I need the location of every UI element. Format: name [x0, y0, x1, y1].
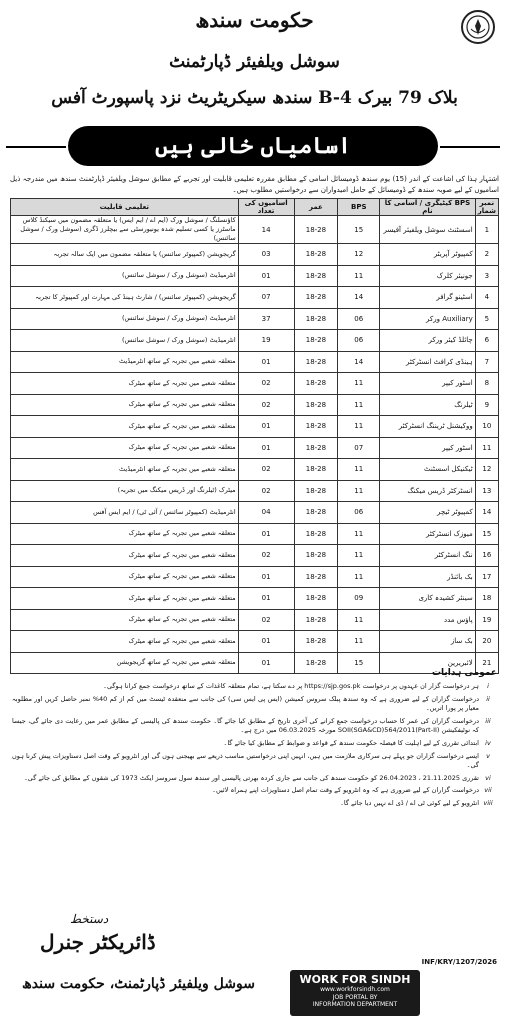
- post-name: کمپیوٹر ٹیچر: [380, 502, 476, 524]
- qualification: میٹرک (ٹیلرنگ اور ڈریس میکنگ میں تجربہ): [11, 480, 239, 502]
- row-number: 6: [475, 330, 498, 352]
- bps-value: 14: [338, 287, 380, 309]
- instruction-number: iii: [485, 716, 491, 725]
- bps-value: 11: [338, 545, 380, 567]
- instruction-text: ابتدائی تقرری کے لیے اہلیت کا فیصلہ حکومت سندھ کے قواعد و ضوابط کے مطابق کیا جائے گا۔: [223, 738, 479, 747]
- row-number: 12: [475, 459, 498, 481]
- age-range: 18-28: [294, 609, 338, 631]
- table-row: [11, 652, 499, 674]
- table-body: [11, 216, 499, 674]
- table-row: [11, 523, 499, 545]
- row-number: 9: [475, 394, 498, 416]
- table-row: [11, 373, 499, 395]
- age-range: 18-28: [294, 287, 338, 309]
- row-number: 4: [475, 287, 498, 309]
- qualification: گریجویشن (کمپیوٹر سائنس) یا متعلقہ مضمون میں ایک سالہ تجربہ: [11, 244, 239, 266]
- col-header-post: BPS کیٹیگری / اسامی کا نام: [380, 199, 476, 216]
- qualification: متعلقہ شعبے میں تجربہ کے ساتھ میٹرک: [11, 394, 239, 416]
- bps-value: 11: [338, 265, 380, 287]
- post-name: اسٹور کیپر: [380, 373, 476, 395]
- age-range: 18-28: [294, 502, 338, 524]
- qualification: متعلقہ شعبے میں تجربہ کے ساتھ میٹرک: [11, 566, 239, 588]
- vacancy-count: 03: [238, 244, 294, 266]
- post-name: ٹیکنیکل اسسٹنٹ: [380, 459, 476, 481]
- office-address: بلاک 79 بیرک B-4 سندھ سیکریٹریٹ نزد پاسپورٹ آفس: [51, 88, 458, 108]
- post-name: اسسٹنٹ سوشل ویلفیئر آفیسر: [380, 216, 476, 244]
- instruction-text: انٹرویو کے لیے کوئی ٹی اے / ڈی اے نہیں دیا جائے گا۔: [340, 798, 479, 807]
- general-instructions-title: عمومی ہدایات: [432, 668, 497, 678]
- table-row: [11, 216, 499, 244]
- vacancy-count: 01: [238, 631, 294, 653]
- row-number: 15: [475, 523, 498, 545]
- instruction-item: [12, 752, 497, 771]
- post-name: Auxiliary ورکر: [380, 308, 476, 330]
- age-range: 18-28: [294, 351, 338, 373]
- vacancy-count: 04: [238, 502, 294, 524]
- age-range: 18-28: [294, 373, 338, 395]
- post-name: بک بائنڈر: [380, 566, 476, 588]
- qualification: متعلقہ شعبے میں تجربہ کے ساتھ انٹرمیڈیٹ: [11, 459, 239, 481]
- col-header-age: عمر: [294, 199, 338, 216]
- table-row: [11, 308, 499, 330]
- row-number: 8: [475, 373, 498, 395]
- table-row: [11, 545, 499, 567]
- vacancy-count: 02: [238, 480, 294, 502]
- qualification: انٹرمیڈیٹ (کمپیوٹر سائنس / آئی ٹی) / ایم ایس آفس: [11, 502, 239, 524]
- qualification: متعلقہ شعبے میں تجربہ کے ساتھ انٹرمیڈیٹ: [11, 351, 239, 373]
- vacancy-count: 14: [238, 216, 294, 244]
- age-range: 18-28: [294, 523, 338, 545]
- table-row: [11, 416, 499, 438]
- row-number: 17: [475, 566, 498, 588]
- table-row: [11, 609, 499, 631]
- qualification: کاؤنسلنگ / سوشل ورک (ایم اے / ایم ایس) یا متعلقہ مضمون میں سیکنڈ کلاس ماسٹرز یا کسی تسلیم شدہ یونیورسٹی سے بیچلرز ڈگری (سوشل ورک / سوشل سائنس): [11, 216, 239, 244]
- vacancy-count: 02: [238, 459, 294, 481]
- bps-value: 06: [338, 502, 380, 524]
- row-number: 7: [475, 351, 498, 373]
- post-name: ٹیلرنگ: [380, 394, 476, 416]
- instruction-item: [12, 682, 497, 692]
- table-row: [11, 459, 499, 481]
- row-number: 16: [475, 545, 498, 567]
- table-row: [11, 244, 499, 266]
- row-number: 18: [475, 588, 498, 610]
- age-range: 18-28: [294, 216, 338, 244]
- qualification: متعلقہ شعبے میں تجربہ کے ساتھ میٹرک: [11, 588, 239, 610]
- age-range: 18-28: [294, 588, 338, 610]
- row-number: 20: [475, 631, 498, 653]
- bps-value: 14: [338, 351, 380, 373]
- bps-value: 11: [338, 416, 380, 438]
- qualification: متعلقہ شعبے میں تجربہ کے ساتھ گریجویشن: [11, 652, 239, 674]
- instruction-item: [12, 774, 497, 784]
- vacancies-banner: اسامیاں خالی ہیں: [68, 126, 438, 166]
- row-number: 13: [475, 480, 498, 502]
- age-range: 18-28: [294, 566, 338, 588]
- vacancy-count: 01: [238, 416, 294, 438]
- instruction-number: iv: [485, 738, 491, 747]
- reference-number: INF/KRY/1207/2026: [421, 958, 497, 966]
- table-row: [11, 330, 499, 352]
- post-name: میوزک انسٹرکٹر: [380, 523, 476, 545]
- bps-value: 15: [338, 216, 380, 244]
- bps-value: 09: [338, 588, 380, 610]
- instruction-text: ایسے درخواست گزاران جو پہلے ہی سرکاری ملازمت میں ہیں، انہیں اپنی درخواستیں مناسب ذریعے سے بھیجنی ہوں گی اور انٹرویو کے وقت اصل دستاویزات پیش کرنا ہوں گی۔: [12, 751, 479, 770]
- row-number: 5: [475, 308, 498, 330]
- qualification: متعلقہ شعبے میں تجربہ کے ساتھ میٹرک: [11, 373, 239, 395]
- row-number: 11: [475, 437, 498, 459]
- post-name: کمپیوٹر آپریٹر: [380, 244, 476, 266]
- bps-value: 11: [338, 373, 380, 395]
- age-range: 18-28: [294, 244, 338, 266]
- post-name: انسٹرکٹر ڈریس میکنگ: [380, 480, 476, 502]
- age-range: 18-28: [294, 330, 338, 352]
- age-range: 18-28: [294, 416, 338, 438]
- table-row: [11, 351, 499, 373]
- bps-value: 11: [338, 566, 380, 588]
- instruction-text: درخواست گزاران کی عمر کا حساب درخواست جمع کرانے کی آخری تاریخ کے مطابق کیا جائے گا۔ حکومت سندھ کی پالیسی کے مطابق عمر میں رعایت دی جائے گی، جیسا کہ نوٹیفکیشن SOII(SGA&CD)564/2011(Part-II) مورخہ 06.03.2025 میں درج ہے۔: [12, 716, 479, 735]
- instruction-number: vii: [484, 786, 492, 795]
- table-row: [11, 631, 499, 653]
- instruction-text: درخواست گزاران کے لیے ضروری ہے کہ وہ سندھ پبلک سروس کمیشن (ایس پی ایس سی) کی جانب سے منعقدہ ٹیسٹ میں کم از کم 40% نمبر حاصل کریں اور مطلوبہ معیار پر پورا اتریں۔: [12, 694, 479, 713]
- department-title: سوشل ویلفیئر ڈپارٹمنٹ: [169, 52, 340, 72]
- vacancy-count: 01: [238, 523, 294, 545]
- bps-value: 11: [338, 631, 380, 653]
- instruction-number: vi: [485, 773, 491, 782]
- instruction-item: [12, 695, 497, 714]
- qualification: متعلقہ شعبے میں تجربہ کے ساتھ میٹرک: [11, 523, 239, 545]
- table-row: [11, 502, 499, 524]
- government-title: حکومت سندھ: [195, 8, 314, 32]
- age-range: 18-28: [294, 437, 338, 459]
- vacancy-count: 02: [238, 373, 294, 395]
- wfs-line1: JOB PORTAL BY: [332, 994, 378, 1001]
- age-range: 18-28: [294, 631, 338, 653]
- row-number: 21: [475, 652, 498, 674]
- bps-value: 11: [338, 480, 380, 502]
- row-number: 10: [475, 416, 498, 438]
- signature-label: دستخط: [70, 912, 109, 926]
- instruction-text: تقرری 21.11.2025 ، 26.04.2023 کو حکومت سندھ کی جانب سے جاری کردہ بھرتی پالیسی اور سندھ سول سروسز ایکٹ 1973 کی شقوں کے مطابق کی جائے گی۔: [23, 773, 479, 782]
- vacancy-count: 01: [238, 351, 294, 373]
- instruction-item: [12, 799, 497, 809]
- post-name: سینئر کشیدہ کاری: [380, 588, 476, 610]
- bps-value: 11: [338, 523, 380, 545]
- qualification: انٹرمیڈیٹ (سوشل ورک / سوشل سائنس): [11, 330, 239, 352]
- vacancy-count: 37: [238, 308, 294, 330]
- bps-value: 11: [338, 394, 380, 416]
- qualification: متعلقہ شعبے میں تجربہ کے ساتھ میٹرک: [11, 437, 239, 459]
- post-name: جونیئر کلرک: [380, 265, 476, 287]
- qualification: متعلقہ شعبے میں تجربہ کے ساتھ میٹرک: [11, 609, 239, 631]
- post-name: ووکیشنل ٹریننگ انسٹرکٹر: [380, 416, 476, 438]
- bps-value: 15: [338, 652, 380, 674]
- bps-value: 06: [338, 330, 380, 352]
- post-name: ہینڈی کرافٹ انسٹرکٹر: [380, 351, 476, 373]
- vacancy-count: 01: [238, 265, 294, 287]
- intro-paragraph: اشتہار ہذا کی اشاعت کے اندر (15) یوم سندھ ڈومیسائل اسامی کے مطابق مقررہ تعلیمی قابلیت اور تجربے کے مطابق سوشل ویلفیئر ڈپارٹمنٹ سندھ میں مندرجہ ذیل اسامیوں کے لیے صوبہ سندھ کے ڈومیسائل کے حامل امیدواران سے درخواستیں مطلوب ہیں۔: [10, 175, 499, 194]
- col-header-bps: BPS: [338, 199, 380, 216]
- vacancy-count: 01: [238, 652, 294, 674]
- instruction-number: viii: [483, 798, 493, 807]
- vacancy-count: 01: [238, 588, 294, 610]
- col-header-count: اسامیوں کی تعداد: [238, 199, 294, 216]
- table-row: [11, 394, 499, 416]
- vacancy-count: 01: [238, 566, 294, 588]
- instruction-number: v: [486, 751, 490, 760]
- table-row: [11, 437, 499, 459]
- age-range: 18-28: [294, 265, 338, 287]
- instruction-item: [12, 786, 497, 796]
- post-name: لائبریرین: [380, 652, 476, 674]
- work-for-sindh-badge: [290, 970, 420, 1016]
- table-header-row: [11, 199, 499, 216]
- table-row: [11, 588, 499, 610]
- row-number: 19: [475, 609, 498, 631]
- bps-value: 12: [338, 244, 380, 266]
- post-name: ننگ انسٹرکٹر: [380, 545, 476, 567]
- col-header-number: نمبر شمار: [475, 199, 498, 216]
- vacancy-count: 19: [238, 330, 294, 352]
- signatory-designation: ڈائریکٹر جنرل: [40, 930, 156, 954]
- col-header-qualification: تعلیمی قابلیت: [11, 199, 239, 216]
- qualification: انٹرمیڈیٹ (سوشل ورک / سوشل سائنس): [11, 308, 239, 330]
- wfs-line2: INFORMATION DEPARTMENT: [312, 1001, 398, 1008]
- table-row: [11, 566, 499, 588]
- vacancy-count: 02: [238, 545, 294, 567]
- table-row: [11, 480, 499, 502]
- age-range: 18-28: [294, 545, 338, 567]
- qualification: گریجویشن (کمپیوٹر سائنس) / شارٹ ہینڈ کی مہارت اور کمپیوٹر کا تجربہ: [11, 287, 239, 309]
- age-range: 18-28: [294, 459, 338, 481]
- instruction-text: درخواست گزاران کے لیے ضروری ہے کہ وہ انٹرویو کے وقت تمام اصل دستاویزات اپنے ہمراہ لائیں۔: [212, 786, 479, 795]
- instruction-number: ii: [486, 694, 490, 703]
- wfs-title: WORK FOR SINDH: [299, 973, 411, 986]
- row-number: 14: [475, 502, 498, 524]
- age-range: 18-28: [294, 308, 338, 330]
- instruction-number: i: [487, 682, 489, 690]
- row-number: 3: [475, 265, 498, 287]
- qualification: انٹرمیڈیٹ (سوشل ورک / سوشل سائنس): [11, 265, 239, 287]
- vacancies-table: [10, 198, 499, 674]
- age-range: 18-28: [294, 480, 338, 502]
- post-name: چائلڈ کیئر ورکر: [380, 330, 476, 352]
- general-instructions-list: [12, 682, 497, 812]
- post-name: اسٹینو گرافر: [380, 287, 476, 309]
- bps-value: 07: [338, 437, 380, 459]
- instruction-text: ہر درخواست گزار ان عہدوں پر درخواست https://sjp.gos.pk پر دے سکتا ہے، تمام متعلقہ کاغذات کے ساتھ درخواست جمع کرانا ہوگی۔: [103, 682, 479, 690]
- vacancy-count: 07: [238, 287, 294, 309]
- table-row: [11, 265, 499, 287]
- vacancy-count: 01: [238, 437, 294, 459]
- bps-value: 06: [338, 308, 380, 330]
- qualification: متعلقہ شعبے میں تجربہ کے ساتھ میٹرک: [11, 545, 239, 567]
- bps-value: 11: [338, 609, 380, 631]
- post-name: پاؤس مدد: [380, 609, 476, 631]
- bps-value: 11: [338, 459, 380, 481]
- vacancy-count: 02: [238, 609, 294, 631]
- table-row: [11, 287, 499, 309]
- age-range: 18-28: [294, 652, 338, 674]
- signatory-department: سوشل ویلفیئر ڈپارٹمنٹ، حکومت سندھ: [22, 976, 255, 992]
- post-name: اسٹور کیپر: [380, 437, 476, 459]
- wfs-url: www.workforsindh.com: [320, 986, 390, 993]
- vacancy-count: 02: [238, 394, 294, 416]
- post-name: بک ساز: [380, 631, 476, 653]
- age-range: 18-28: [294, 394, 338, 416]
- instruction-item: [12, 717, 497, 736]
- instruction-item: [12, 739, 497, 749]
- row-number: 1: [475, 216, 498, 244]
- row-number: 2: [475, 244, 498, 266]
- qualification: متعلقہ شعبے میں تجربہ کے ساتھ میٹرک: [11, 631, 239, 653]
- qualification: متعلقہ شعبے میں تجربہ کے ساتھ میٹرک: [11, 416, 239, 438]
